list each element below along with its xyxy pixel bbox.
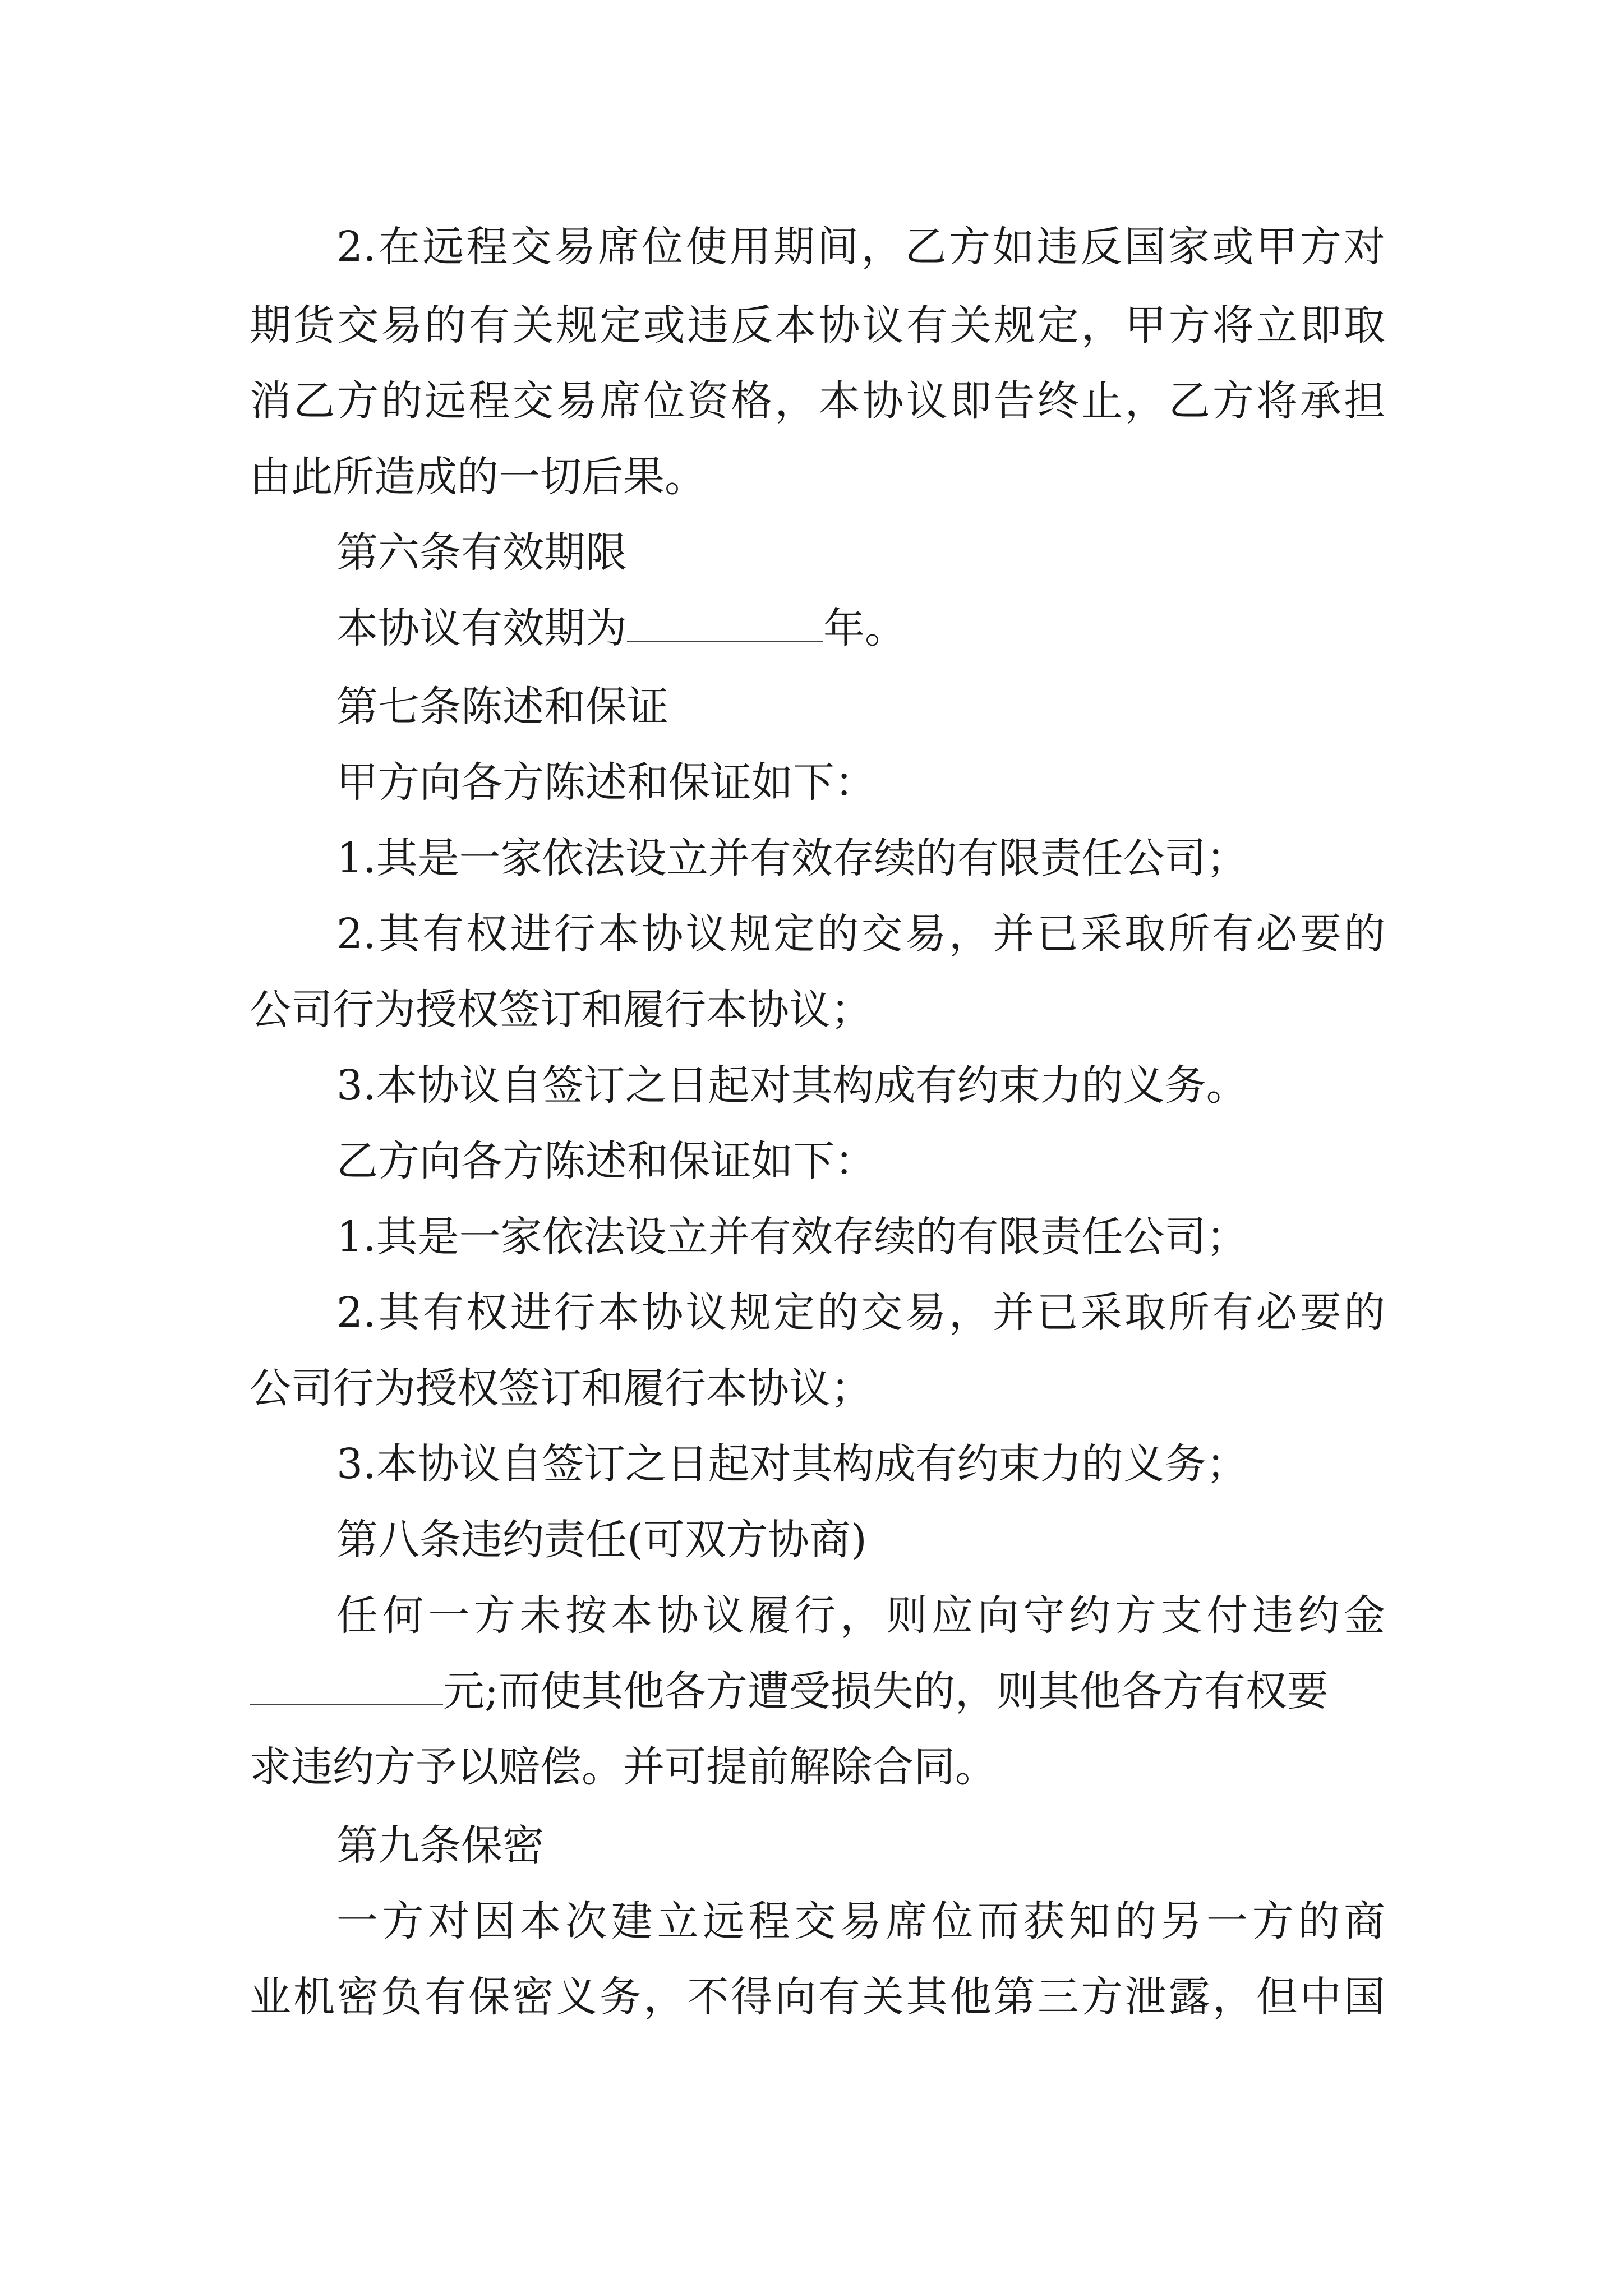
paragraph-line: 3.本协议自签订之日起对其构成有约束力的义务； xyxy=(336,1440,1248,1488)
paragraph-line: 由此所造成的一切后果。 xyxy=(250,453,706,501)
paragraph-line: 消乙方的远程交易席位资格，本协议即告终止，乙方将承担 xyxy=(250,377,1385,425)
paragraph-line: 甲方向各方陈述和保证如下： xyxy=(336,758,876,807)
fill-in-blank xyxy=(250,1669,443,1705)
section-heading: 第六条有效期限 xyxy=(336,528,627,577)
paragraph-line: 1.其是一家依法设立并有效存续的有限责任公司； xyxy=(336,834,1248,882)
paragraph-line: 乙方向各方陈述和保证如下： xyxy=(336,1137,876,1185)
paragraph-line: 求违约方予以赔偿。并可提前解除合同。 xyxy=(250,1743,997,1791)
paragraph-line: 2.在远程交易席位使用期间，乙方如违反国家或甲方对 xyxy=(336,223,1385,271)
paragraph-line: 1.其是一家依法设立并有效存续的有限责任公司； xyxy=(336,1213,1248,1261)
paragraph-line: 一方对因本次建立远程交易席位而获知的另一方的商 xyxy=(336,1897,1385,1945)
paragraph-line: 业机密负有保密义务，不得向有关其他第三方泄露，但中国 xyxy=(250,1973,1385,2021)
paragraph-line: 公司行为授权签订和履行本协议； xyxy=(250,986,872,1034)
paragraph-line: 公司行为授权签订和履行本协议； xyxy=(250,1364,872,1412)
paragraph-line xyxy=(336,600,1623,656)
section-heading: 第八条违约责任(可双方协商) xyxy=(336,1516,867,1564)
line-text: 年。 xyxy=(823,604,906,652)
fill-in-blank xyxy=(627,606,823,642)
section-heading: 第七条陈述和保证 xyxy=(336,683,668,731)
paragraph-line: 任何一方未按本协议履行，则应向守约方支付违约金 xyxy=(336,1591,1385,1640)
section-heading: 第九条保密 xyxy=(336,1821,544,1870)
line-text: 元;而使其他各方遭受损失的，则其他各方有权要 xyxy=(443,1667,1329,1715)
paragraph-line: 期货交易的有关规定或违反本协议有关规定，甲方将立即取 xyxy=(250,301,1385,349)
paragraph-line xyxy=(250,1663,1623,1719)
paragraph-line: 2.其有权进行本协议规定的交易，并已采取所有必要的 xyxy=(336,1289,1385,1337)
line-text: 本协议有效期为 xyxy=(336,604,627,652)
paragraph-line: 2.其有权进行本协议规定的交易，并已采取所有必要的 xyxy=(336,910,1385,958)
paragraph-line: 3.本协议自签订之日起对其构成有约束力的义务。 xyxy=(336,1061,1248,1110)
